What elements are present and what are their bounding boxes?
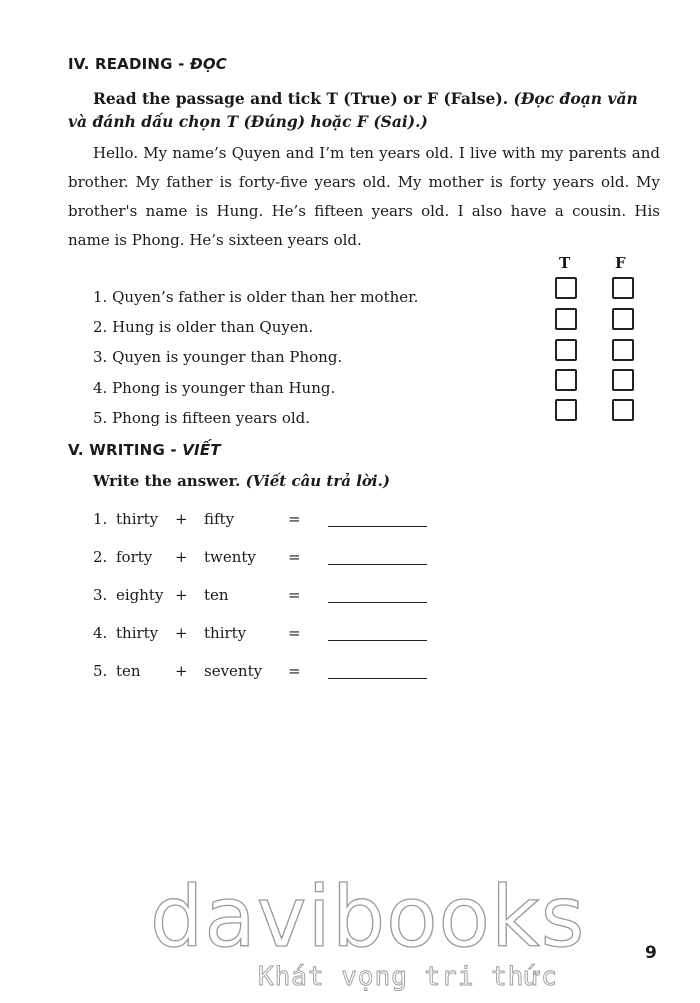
writing-row-number: 2. <box>93 548 108 566</box>
writing-row-term-a: eighty <box>116 586 164 604</box>
checkbox-true-5[interactable] <box>555 399 577 421</box>
answer-blank-2[interactable] <box>328 563 427 565</box>
statement-3: 3. Quyen is younger than Phong. <box>93 348 343 366</box>
writing-row-equals: = <box>288 662 301 680</box>
reading-passage: Hello. My name’s Quyen and I’m ten years old. I live with my parents and brother. My father is forty-five years old. My mother is forty years old. My brother's name is Hung. He’s fifteen years old. I also have a cousin. His name is Phong. He’s sixteen years old. <box>68 144 660 249</box>
writing-row-plus: + <box>175 510 188 528</box>
checkbox-true-3[interactable] <box>555 339 577 361</box>
writing-row-equals: = <box>288 510 301 528</box>
checkbox-false-5[interactable] <box>612 399 634 421</box>
writing-row-number: 1. <box>93 510 108 528</box>
checkbox-true-1[interactable] <box>555 277 577 299</box>
writing-row-number: 3. <box>93 586 108 604</box>
checkbox-false-1[interactable] <box>612 277 634 299</box>
statement-4: 4. Phong is younger than Hung. <box>93 379 336 397</box>
checkbox-false-4[interactable] <box>612 369 634 391</box>
checkbox-false-3[interactable] <box>612 339 634 361</box>
writing-row-term-b: twenty <box>204 548 256 566</box>
writing-row-equals: = <box>288 586 301 604</box>
reading-section-title: IV. READING - ĐỌC <box>68 55 227 73</box>
writing-row-plus: + <box>175 624 188 642</box>
writing-row-equals: = <box>288 624 301 642</box>
writing-row-plus: + <box>175 662 188 680</box>
answer-blank-3[interactable] <box>328 601 427 603</box>
writing-row-term-a: forty <box>116 548 153 566</box>
watermark-logo: davibooks <box>150 868 586 966</box>
writing-row-number: 4. <box>93 624 108 642</box>
writing-row-number: 5. <box>93 662 108 680</box>
answer-blank-1[interactable] <box>328 525 427 527</box>
checkbox-true-2[interactable] <box>555 308 577 330</box>
statement-2: 2. Hung is older than Quyen. <box>93 318 314 336</box>
statement-1: 1. Quyen’s father is older than her mother. <box>93 288 419 306</box>
writing-instruction: Write the answer. (Viết câu trả lời.) <box>93 472 390 490</box>
column-false-label: F <box>615 254 626 272</box>
writing-row-term-b: fifty <box>204 510 235 528</box>
writing-row-term-a: thirty <box>116 624 159 642</box>
answer-blank-5[interactable] <box>328 677 427 679</box>
writing-row-term-a: thirty <box>116 510 159 528</box>
writing-row-term-b: seventy <box>204 662 263 680</box>
writing-section-title: V. WRITING - VIẾT <box>68 441 221 459</box>
writing-row-plus: + <box>175 548 188 566</box>
writing-row-term-a: ten <box>116 662 141 680</box>
page-number: 9 <box>645 943 657 963</box>
watermark-slogan: Khát vọng tri thức <box>258 962 558 992</box>
statement-5: 5. Phong is fifteen years old. <box>93 409 311 427</box>
column-true-label: T <box>559 254 571 272</box>
writing-row-term-b: thirty <box>204 624 247 642</box>
answer-blank-4[interactable] <box>328 639 427 641</box>
checkbox-true-4[interactable] <box>555 369 577 391</box>
writing-row-plus: + <box>175 586 188 604</box>
checkbox-false-2[interactable] <box>612 308 634 330</box>
writing-row-term-b: ten <box>204 586 229 604</box>
writing-row-equals: = <box>288 548 301 566</box>
reading-instruction: Read the passage and tick T (True) or F (False). (Đọc đoạn văn và đánh dấu chọn T (Đúng) hoặc F (Sai).) <box>68 89 638 131</box>
